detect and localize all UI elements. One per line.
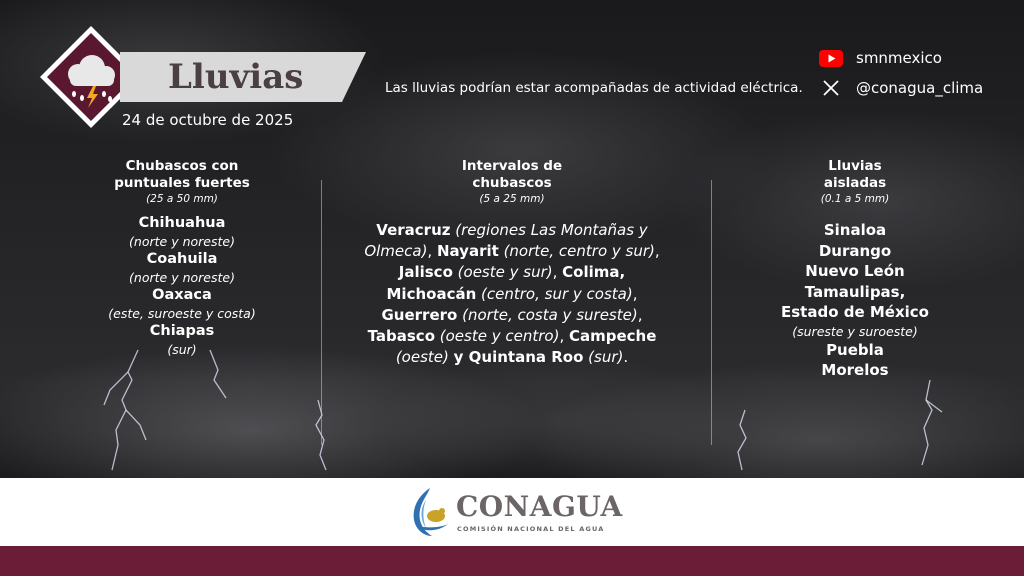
x-handle: @conagua_clima	[856, 79, 984, 97]
brand-name: CONAGUA	[456, 490, 623, 523]
state-name: Chiapas	[149, 323, 215, 339]
state-name: Chihuahua	[138, 215, 226, 231]
state-name: Tabasco	[367, 327, 435, 346]
column-heading: Chubascos con puntuales fuertes	[114, 158, 250, 191]
rain-range: (5 a 25 mm)	[479, 193, 545, 205]
state-region: (norte y noreste)	[129, 270, 235, 285]
state-region: (oeste y centro)	[439, 327, 560, 346]
state-name: Guerrero	[381, 305, 458, 324]
column-heading: Lluvias aisladas	[823, 158, 887, 191]
electrical-activity-note: Las lluvias podrían estar acompañadas de actividad eléctrica.	[385, 80, 803, 96]
state-region: (oeste)	[395, 348, 449, 367]
state-paragraph: Veracruz (regiones Las Montañas y Olmeca), Nayarit (norte, centro y sur), Jalisco (oeste y sur), Colima, Michoacán (centro, sur y costa), Guerrero (norte, costa y sureste), Tabasco (oeste y centro), Campeche (oeste) y Quintana Roo (sur).	[364, 221, 660, 367]
youtube-icon	[818, 48, 844, 68]
x-link[interactable]	[818, 74, 983, 102]
column-heavy-showers	[96, 158, 268, 358]
forecast-date: 24 de octubre de 2025	[122, 111, 294, 129]
state-name: Colima	[562, 263, 620, 282]
state-list	[96, 214, 268, 358]
column-isolated-rain	[762, 158, 948, 381]
brand-subtitle: COMISIÓN NACIONAL DEL AGUA	[457, 525, 605, 533]
state-name: Estado de México	[781, 303, 929, 321]
state-name: Michoacán	[386, 284, 477, 303]
state-region: (sur)	[588, 348, 624, 367]
state-name: Campeche	[568, 327, 657, 346]
youtube-link[interactable]	[818, 44, 983, 72]
state-region: (centro, sur y costa)	[481, 284, 633, 303]
state-name: Durango	[818, 241, 892, 260]
rain-range: (25 a 50 mm)	[146, 193, 218, 205]
state-region: (norte, centro y sur)	[503, 242, 655, 261]
page-title: Lluvias	[168, 57, 304, 97]
bottom-bar	[0, 546, 1024, 576]
conagua-logo	[408, 486, 452, 538]
column-shower-intervals	[356, 158, 668, 368]
state-region: (regiones Las Montañas y Olmeca)	[364, 221, 648, 261]
state-name: Tamaulipas,	[804, 282, 906, 301]
state-region: (este, suroeste y costa)	[108, 306, 256, 321]
state-region: (norte, costa y sureste)	[462, 305, 638, 324]
state-name: Oaxaca	[152, 287, 212, 303]
youtube-handle: smnmexico	[856, 49, 942, 67]
social-links	[818, 44, 983, 104]
state-name: y Quintana Roo	[453, 348, 584, 367]
state-name: Jalisco	[398, 263, 453, 282]
state-name: Morelos	[821, 361, 889, 379]
state-name: Sinaloa	[823, 221, 887, 239]
column-divider	[711, 180, 712, 445]
state-region: (sur)	[167, 342, 197, 357]
state-list	[762, 220, 948, 381]
column-divider	[321, 180, 322, 445]
state-name: Nayarit	[436, 242, 499, 261]
state-region: (sureste y suroeste)	[792, 323, 918, 339]
state-name: Nuevo León	[805, 262, 905, 280]
column-heading: Intervalos de chubascos	[461, 158, 563, 191]
state-name: Coahuila	[146, 251, 218, 267]
state-name: Puebla	[826, 340, 884, 359]
rain-range: (0.1 a 5 mm)	[820, 193, 890, 205]
x-icon	[818, 78, 844, 98]
state-name: Veracruz	[376, 221, 451, 239]
state-region: (oeste y sur)	[457, 263, 553, 282]
state-region: (norte y noreste)	[129, 234, 235, 249]
